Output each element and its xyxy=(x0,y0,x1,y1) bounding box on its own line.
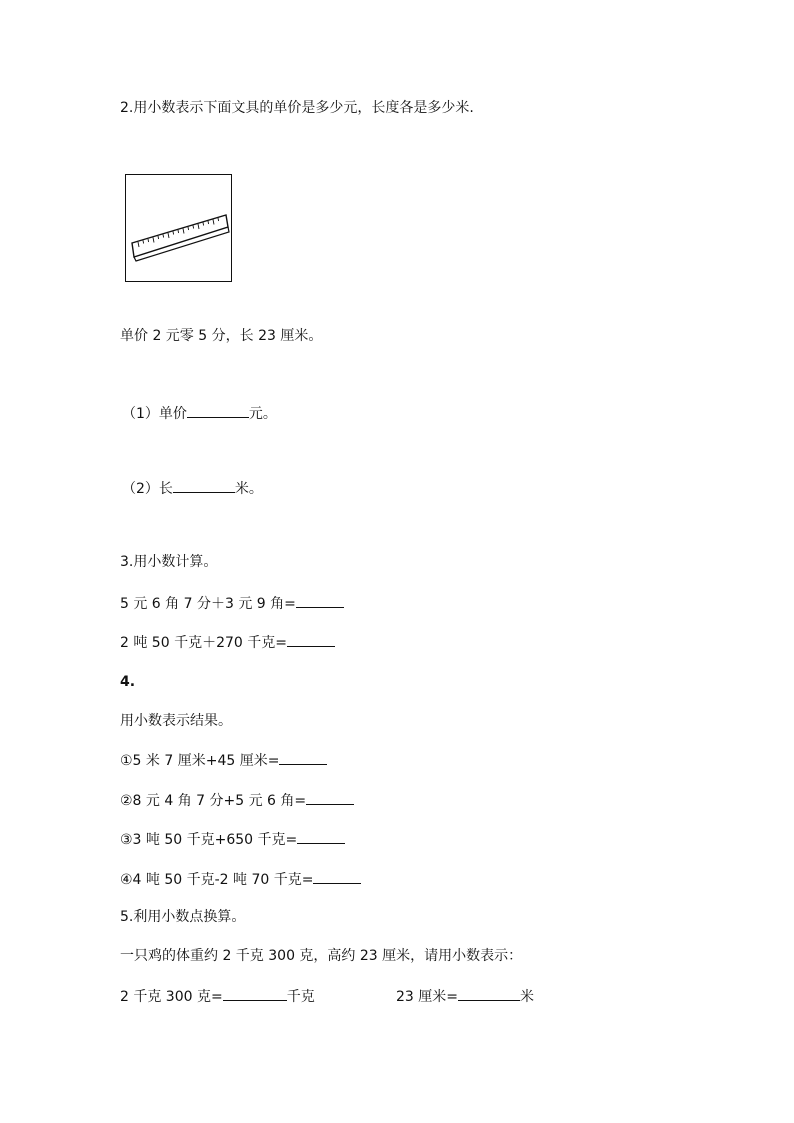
q2-sub2 xyxy=(122,478,263,499)
q4-item-text: ④4 吨 50 千克-2 吨 70 千克= xyxy=(120,872,314,888)
q4-item-text: ①5 米 7 厘米+45 厘米= xyxy=(120,753,280,769)
q3-line2-text: 2 吨 50 千克＋270 千克= xyxy=(120,635,287,651)
q4-item xyxy=(120,829,345,850)
q4-instruction: 用小数表示结果。 xyxy=(120,713,232,729)
answer-blank[interactable] xyxy=(296,593,344,608)
ruler-image xyxy=(125,174,232,282)
q4-item xyxy=(120,750,327,771)
q3-line1 xyxy=(120,593,344,614)
q5-right-suffix: 米 xyxy=(520,989,534,1005)
q5-left-prefix: 2 千克 300 克= xyxy=(120,989,223,1005)
ruler-icon xyxy=(126,175,230,280)
q2-sub2-suffix: 米。 xyxy=(234,481,263,497)
q2-sub1-suffix: 元。 xyxy=(248,406,277,422)
q5-title: 5.利用小数点换算。 xyxy=(120,909,246,925)
answer-blank[interactable] xyxy=(187,403,249,418)
answer-blank[interactable] xyxy=(306,790,354,805)
q2-title: 2.用小数表示下面文具的单价是多少元，长度各是多少米. xyxy=(120,100,474,116)
q4-item xyxy=(120,790,354,811)
q5-right-prefix: 23 厘米= xyxy=(396,989,458,1005)
answer-blank[interactable] xyxy=(297,829,345,844)
q4-item-text: ③3 吨 50 千克+650 千克= xyxy=(120,832,298,848)
q2-sub1 xyxy=(122,403,277,424)
q4-item xyxy=(120,869,361,890)
q2-sub2-prefix: （2）长 xyxy=(122,481,173,497)
q3-title: 3.用小数计算。 xyxy=(120,554,218,570)
answer-blank[interactable] xyxy=(458,986,520,1001)
q3-line1-text: 5 元 6 角 7 分＋3 元 9 角= xyxy=(120,596,296,612)
answer-blank[interactable] xyxy=(313,869,361,884)
q5-left-suffix: 千克 xyxy=(286,989,315,1005)
q5-left-conversion xyxy=(120,986,315,1007)
answer-blank[interactable] xyxy=(223,986,287,1001)
q5-right-conversion xyxy=(396,986,534,1007)
answer-blank[interactable] xyxy=(279,750,327,765)
q4-item-text: ②8 元 4 角 7 分+5 元 6 角= xyxy=(120,793,307,809)
answer-blank[interactable] xyxy=(173,478,235,493)
q5-statement: 一只鸡的体重约 2 千克 300 克，高约 23 厘米，请用小数表示： xyxy=(120,948,523,964)
q2-sub1-prefix: （1）单价 xyxy=(122,406,187,422)
q3-line2 xyxy=(120,632,335,653)
q2-given: 单价 2 元零 5 分，长 23 厘米。 xyxy=(120,328,323,344)
q4-number: 4. xyxy=(120,674,136,690)
answer-blank[interactable] xyxy=(287,632,335,647)
